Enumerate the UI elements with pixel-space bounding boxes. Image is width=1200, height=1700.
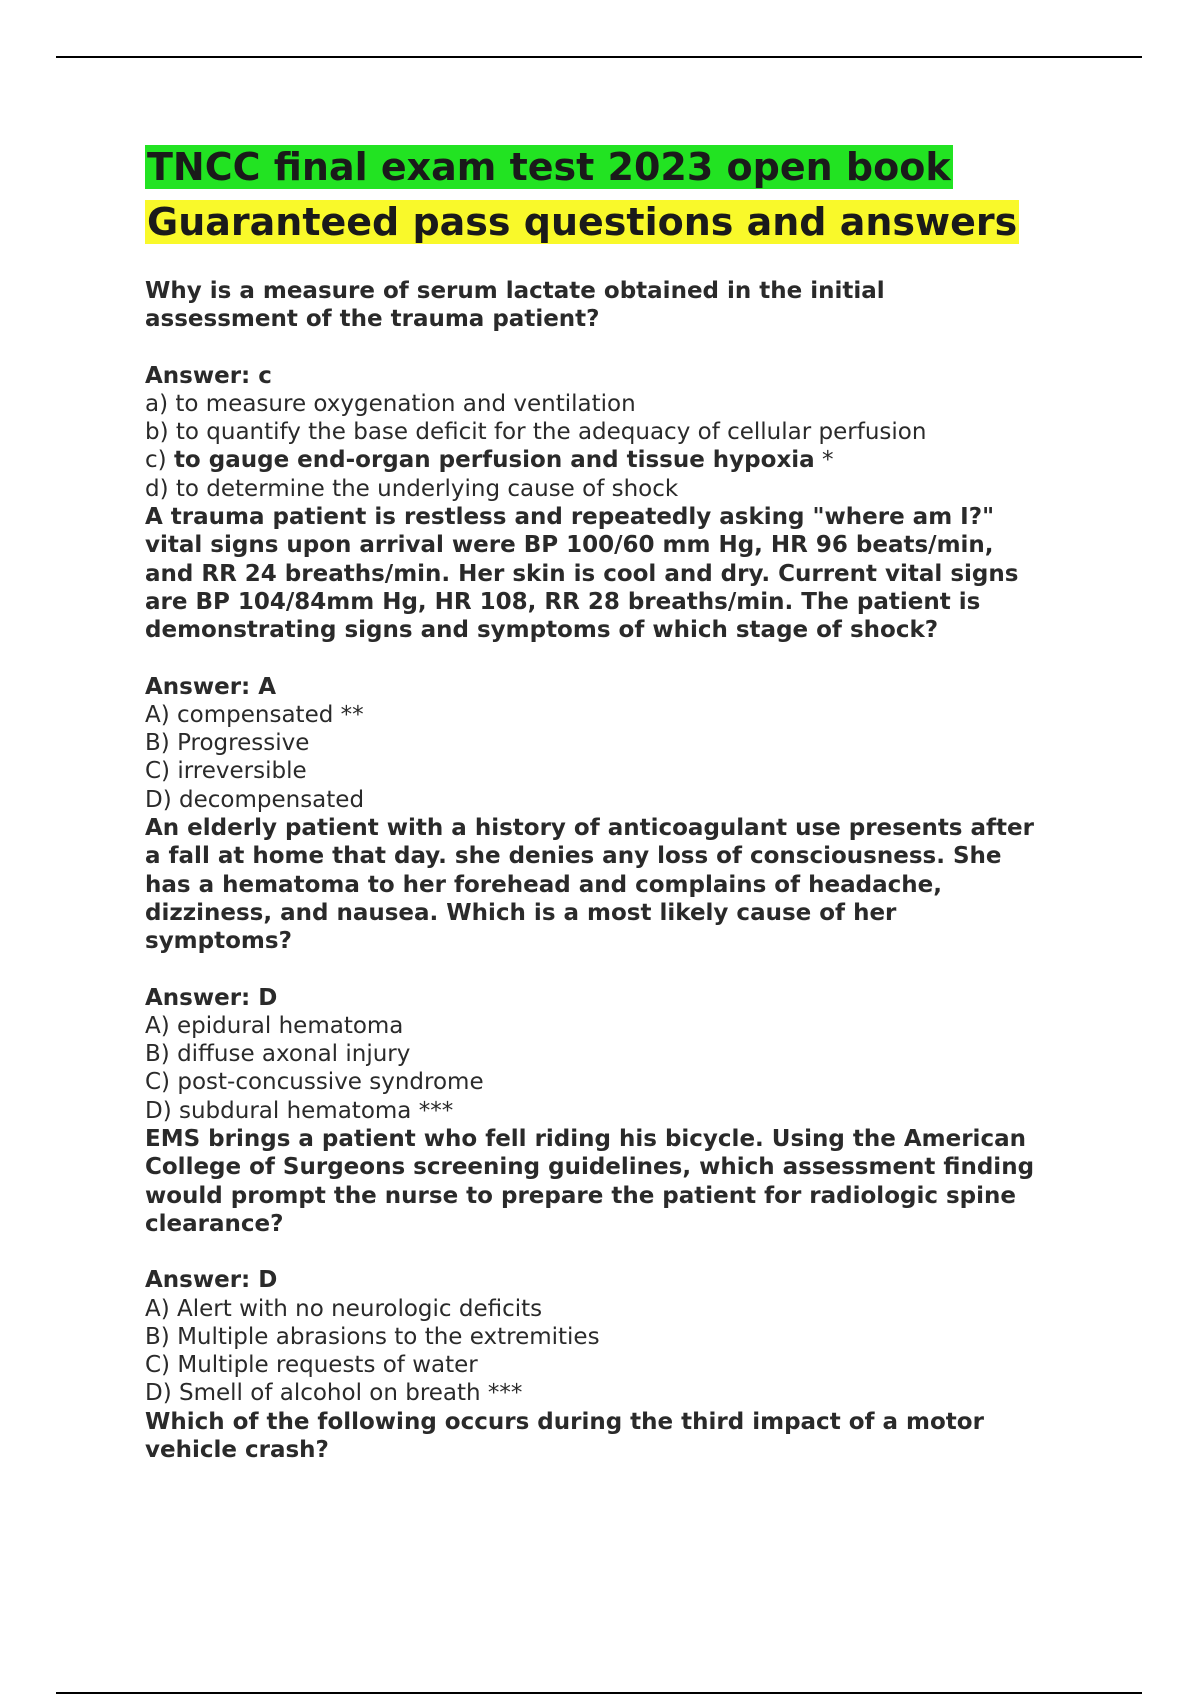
question-line: and RR 24 breaths/min. Her skin is cool and dry. Current vital signs xyxy=(145,560,1019,587)
title-highlight-yellow: Guaranteed pass questions and answers xyxy=(147,200,1018,244)
question-block-2 xyxy=(145,503,1085,814)
question-line: vehicle crash? xyxy=(145,1436,329,1463)
answer-options xyxy=(145,1295,1085,1408)
question-text xyxy=(145,1408,1085,1465)
question-block-4 xyxy=(145,1125,1085,1408)
question-block-3 xyxy=(145,814,1085,1125)
option-d: D) subdural hematoma *** xyxy=(145,1097,454,1124)
option-b: B) Progressive xyxy=(145,730,310,757)
top-rule xyxy=(56,56,1142,58)
answer-label: Answer: D xyxy=(145,984,278,1011)
question-text xyxy=(145,814,1085,955)
option-prefix: c) xyxy=(145,447,167,474)
option-b: b) to quantify the base deficit for the adequacy of cellular perfusion xyxy=(145,419,927,446)
question-line: Which of the following occurs during the third impact of a motor xyxy=(145,1408,984,1435)
question-line: Why is a measure of serum lactate obtained in the initial xyxy=(145,278,885,304)
question-line: EMS brings a patient who fell riding his bicycle. Using the American xyxy=(145,1126,1026,1153)
option-c: C) Multiple requests of water xyxy=(145,1352,478,1379)
answer-label: Answer: A xyxy=(145,673,277,700)
correct-marker: * xyxy=(822,447,834,474)
document-title-line-1 xyxy=(145,140,1085,195)
option-c-correct xyxy=(145,446,1085,474)
title-highlight-green: TNCC final exam test 2023 open book xyxy=(147,145,951,189)
question-block-5 xyxy=(145,1408,1085,1465)
question-line: dizziness, and nausea. Which is a most likely cause of her xyxy=(145,899,897,926)
question-line: A trauma patient is restless and repeatedly asking "where am I?" xyxy=(145,504,995,531)
question-line: has a hematoma to her forehead and complains of headache, xyxy=(145,871,942,898)
option-b: B) diffuse axonal injury xyxy=(145,1041,411,1068)
option-a: A) compensated ** xyxy=(145,701,364,728)
option-d: d) to determine the underlying cause of shock xyxy=(145,475,679,502)
question-block-1 xyxy=(145,277,1085,503)
question-line: are BP 104/84mm Hg, HR 108, RR 28 breaths/min. The patient is xyxy=(145,588,981,615)
answer-options xyxy=(145,1012,1085,1125)
option-a: a) to measure oxygenation and ventilation xyxy=(145,390,636,417)
option-c: C) irreversible xyxy=(145,758,307,785)
question-line: assessment of the trauma patient? xyxy=(145,306,600,333)
option-c: C) post-concussive syndrome xyxy=(145,1069,484,1096)
question-line: An elderly patient with a history of anticoagulant use presents after xyxy=(145,815,1034,842)
question-line: symptoms? xyxy=(145,928,292,955)
option-a: A) Alert with no neurologic deficits xyxy=(145,1295,543,1322)
answer-options xyxy=(145,701,1085,814)
question-line: vital signs upon arrival were BP 100/60 mm Hg, HR 96 beats/min, xyxy=(145,532,994,559)
option-d: D) Smell of alcohol on breath *** xyxy=(145,1380,523,1407)
question-line: would prompt the nurse to prepare the patient for radiologic spine xyxy=(145,1182,1016,1209)
bottom-rule xyxy=(56,1692,1142,1694)
question-text xyxy=(145,277,1085,334)
answer-label: Answer: D xyxy=(145,1267,278,1294)
question-line: demonstrating signs and symptoms of which stage of shock? xyxy=(145,617,939,644)
question-text xyxy=(145,503,1085,644)
option-d: D) decompensated xyxy=(145,786,365,813)
question-line: College of Surgeons screening guidelines, which assessment finding xyxy=(145,1154,1035,1181)
option-b: B) Multiple abrasions to the extremities xyxy=(145,1323,600,1350)
question-line: clearance? xyxy=(145,1210,284,1237)
document-title-line-2 xyxy=(145,195,1085,250)
answer-options xyxy=(145,390,1085,503)
question-line: a fall at home that day. she denies any loss of consciousness. She xyxy=(145,843,1002,870)
question-text xyxy=(145,1125,1085,1238)
document-body xyxy=(145,140,1085,1464)
option-text-bold: to gauge end-organ perfusion and tissue hypoxia xyxy=(173,447,815,474)
option-a: A) epidural hematoma xyxy=(145,1012,404,1039)
answer-label: Answer: c xyxy=(145,362,272,389)
